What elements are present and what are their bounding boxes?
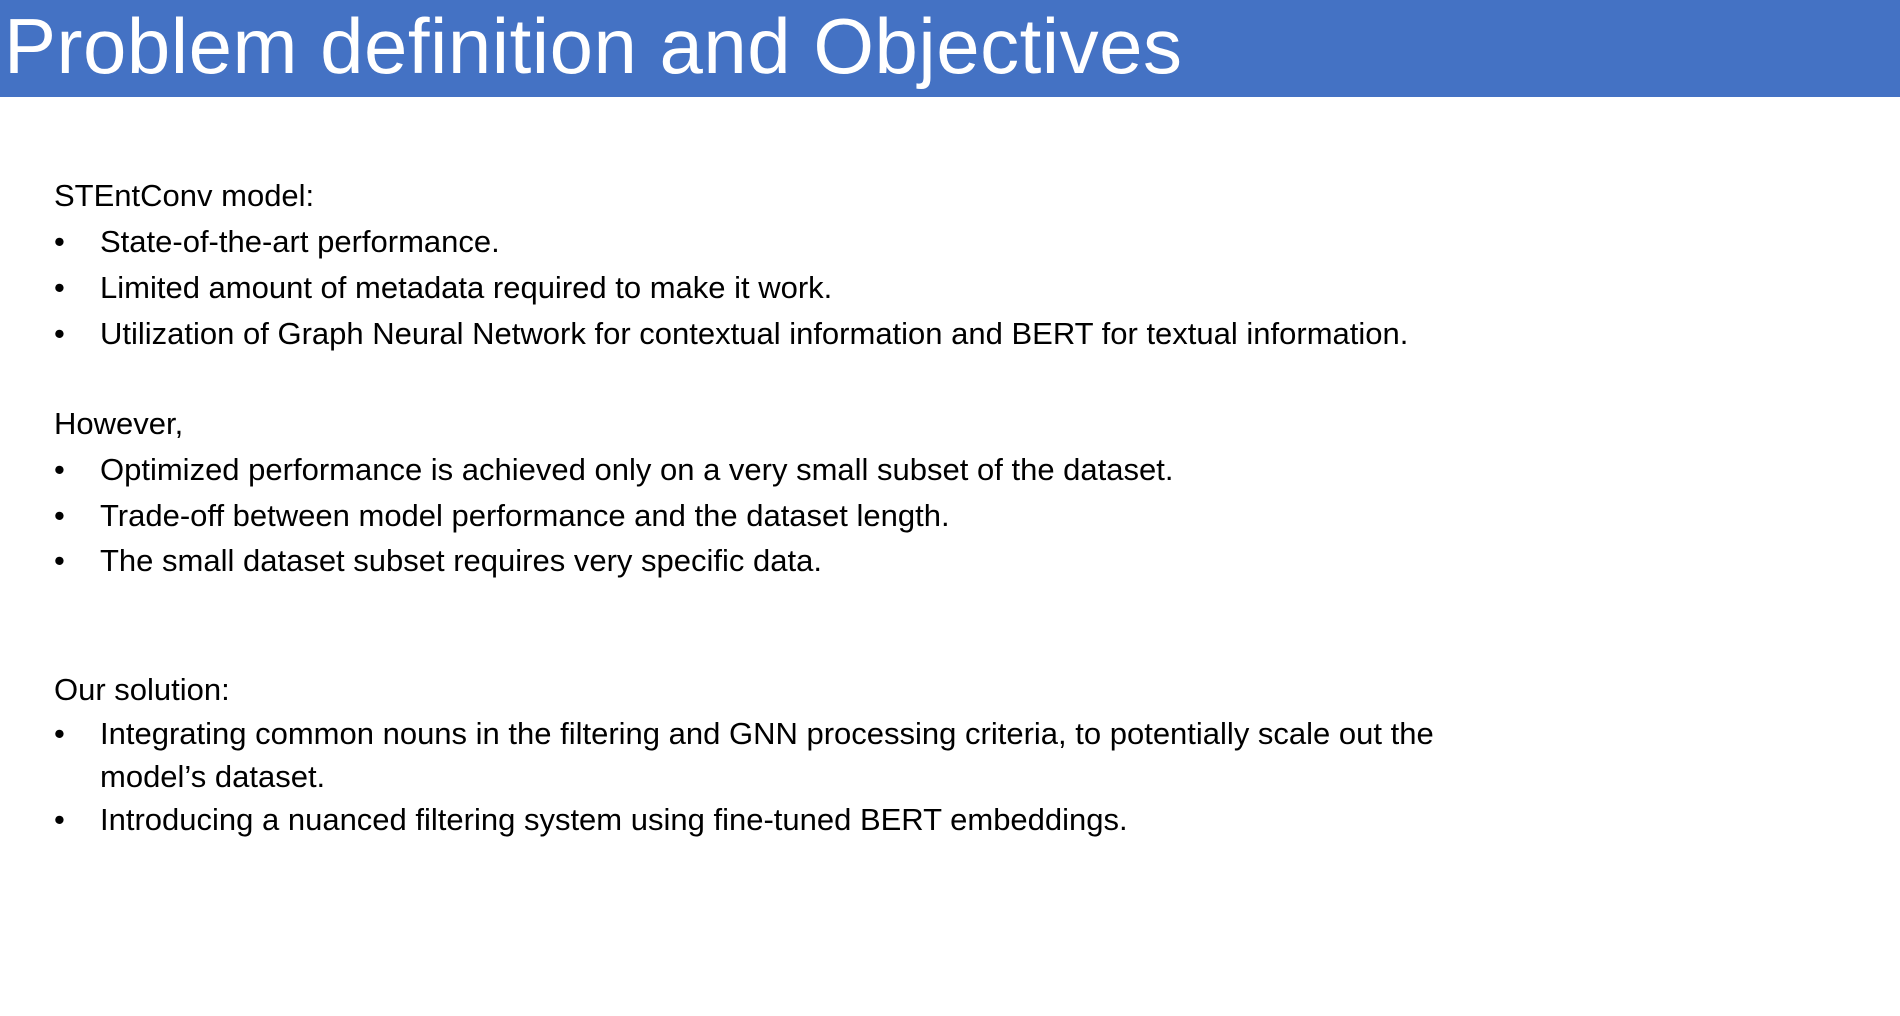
model-heading: STEntConv model: — [54, 178, 315, 213]
list-item — [54, 447, 1454, 492]
slide-title: Problem definition and Objectives — [4, 2, 1183, 90]
list-item-text: State-of-the-art performance. — [100, 224, 500, 259]
bullet-icon: • — [54, 498, 65, 533]
list-item — [54, 712, 1454, 798]
list-item-text: Introducing a nuanced filtering system using fine-tuned BERT embeddings. — [100, 802, 1128, 837]
list-item — [54, 493, 1454, 538]
however-heading: However, — [54, 406, 184, 441]
bullet-icon: • — [54, 543, 65, 578]
list-item-text: The small dataset subset requires very specific data. — [100, 543, 822, 578]
bullet-icon: • — [54, 716, 65, 751]
title-bar — [0, 0, 1900, 97]
list-item-text: Utilization of Graph Neural Network for contextual information and BERT for textual information. — [100, 316, 1409, 351]
solution-heading: Our solution: — [54, 672, 230, 707]
bullet-icon: • — [54, 452, 65, 487]
list-item — [54, 265, 1454, 310]
bullet-icon: • — [54, 802, 65, 837]
list-item-text: Trade-off between model performance and the dataset length. — [100, 498, 950, 533]
list-item-text: Integrating common nouns in the filtering and GNN processing criteria, to potentially scale out the model’s dataset. — [100, 716, 1434, 794]
list-item — [54, 798, 1454, 841]
list-item — [54, 538, 1454, 583]
bullet-icon: • — [54, 270, 65, 305]
list-item-text: Optimized performance is achieved only on a very small subset of the dataset. — [100, 452, 1174, 487]
list-item — [54, 219, 1454, 264]
bullet-icon: • — [54, 316, 65, 351]
list-item — [54, 311, 1454, 356]
bullet-icon: • — [54, 224, 65, 259]
list-item-text: Limited amount of metadata required to make it work. — [100, 270, 833, 305]
